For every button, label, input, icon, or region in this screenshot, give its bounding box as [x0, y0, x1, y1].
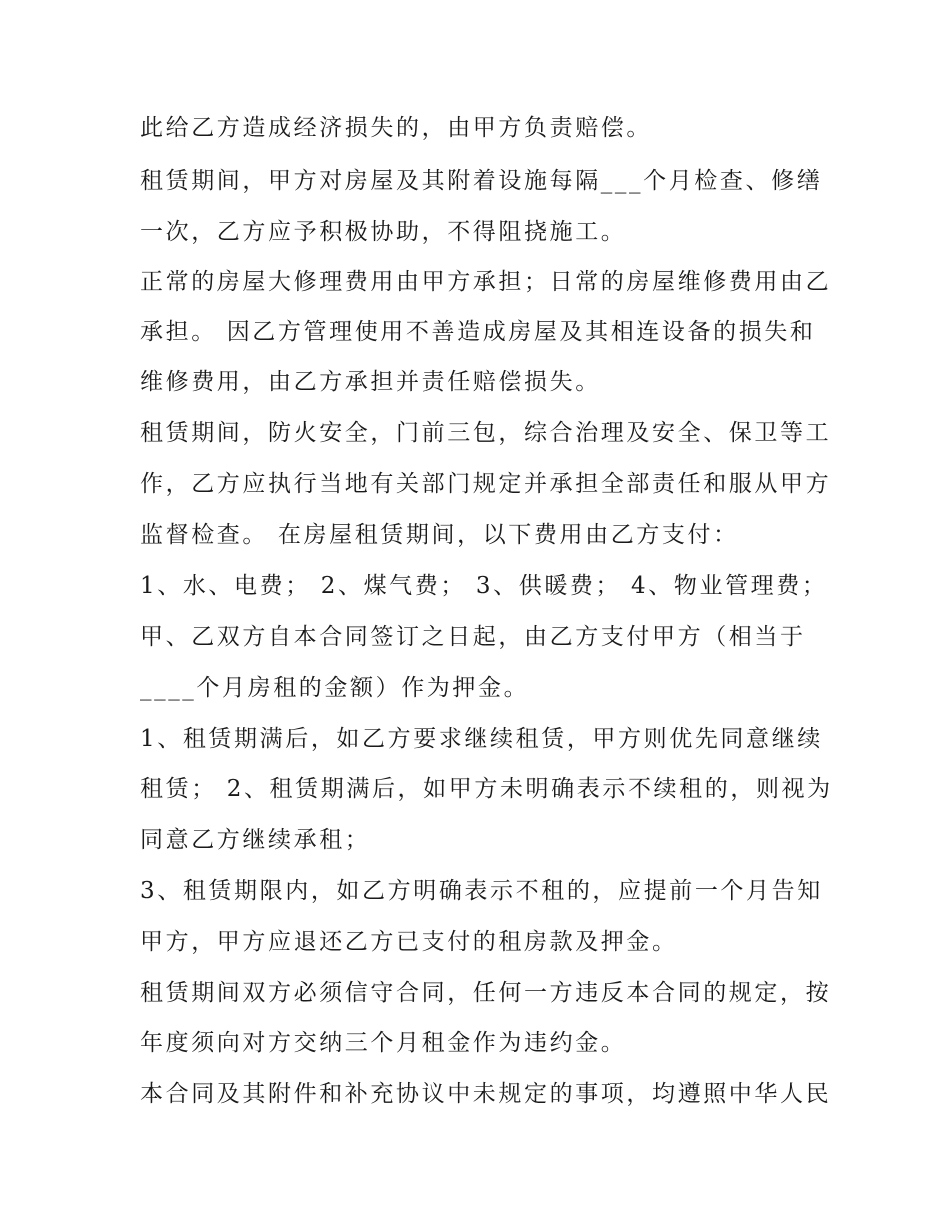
- text-line: 租赁； 2、租赁期满后，如甲方未明确表示不续租的，则视为: [140, 776, 833, 802]
- text-line: 本合同及其附件和补充协议中未规定的事项，均遵照中华人民: [140, 1081, 832, 1107]
- text-line: 维修费用，由乙方承担并责任赔偿损失。: [140, 369, 601, 395]
- text-line: 租赁期间，防火安全，门前三包，综合治理及安全、保卫等工: [140, 420, 832, 446]
- text-line: 甲、乙双方自本合同签订之日起，由乙方支付甲方（相当于: [140, 624, 806, 650]
- text-line: ____个月房租的金额）作为押金。: [140, 675, 530, 701]
- text-line: 租赁期间双方必须信守合同，任何一方违反本合同的规定，按: [140, 980, 832, 1006]
- text-line: 甲方，甲方应退还乙方已支付的租房款及押金。: [140, 929, 678, 955]
- text-line: 正常的房屋大修理费用由甲方承担；日常的房屋维修费用由乙: [140, 269, 832, 295]
- text-line: 同意乙方继续承租；: [140, 827, 371, 853]
- text-line: 3、租赁期限内，如乙方明确表示不租的，应提前一个月告知: [140, 878, 823, 904]
- text-line: 作，乙方应执行当地有关部门规定并承担全部责任和服从甲方: [140, 471, 832, 497]
- text-line: 此给乙方造成经济损失的，由甲方负责赔偿。: [140, 115, 652, 141]
- text-line: 监督检查。 在房屋租赁期间，以下费用由乙方支付：: [140, 522, 739, 548]
- text-line: 承担。 因乙方管理使用不善造成房屋及其相连设备的损失和: [140, 319, 816, 345]
- text-line: 年度须向对方交纳三个月租金作为违约金。: [140, 1030, 627, 1056]
- text-line: 1、水、电费； 2、煤气费； 3、供暖费； 4、物业管理费；: [140, 573, 828, 599]
- text-line: 租赁期间，甲方对房屋及其附着设施每隔___个月检查、修缮: [140, 168, 823, 194]
- text-line: 1、租赁期满后，如乙方要求继续租赁，甲方则优先同意继续: [140, 726, 823, 752]
- text-line: 一次，乙方应予积极协助，不得阻挠施工。: [140, 219, 627, 245]
